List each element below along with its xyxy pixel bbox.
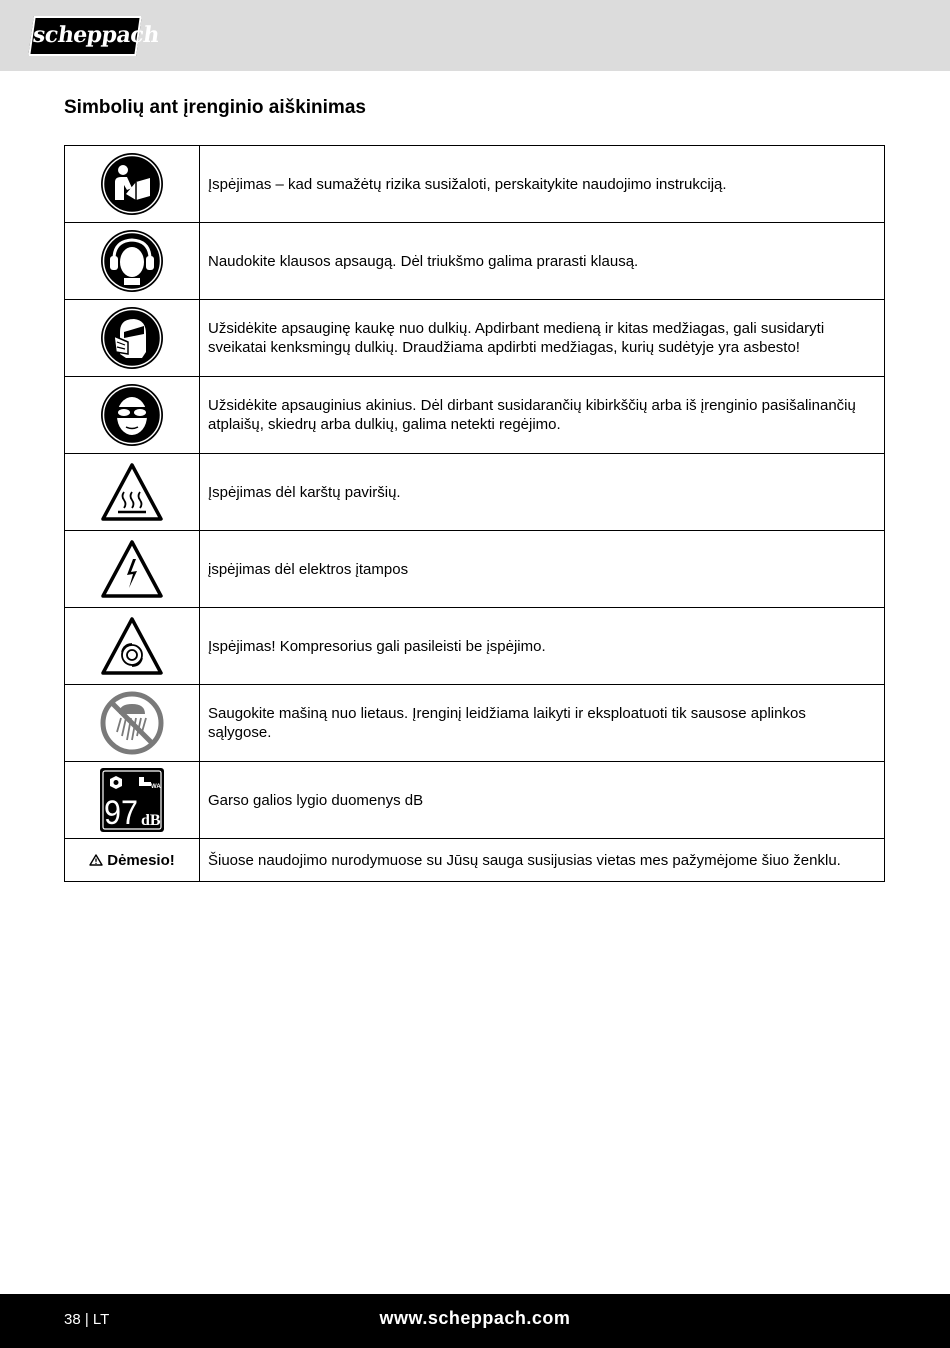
attention-text: Dėmesio! bbox=[107, 851, 175, 869]
electric-voltage-icon bbox=[100, 539, 164, 599]
table-row bbox=[65, 608, 885, 685]
page-header bbox=[0, 0, 950, 71]
symbol-cell bbox=[65, 608, 200, 685]
symbol-description: Naudokite klausos apsaugą. Dėl triukšmo galima prarasti klausą. bbox=[200, 223, 885, 300]
symbol-description: Užsidėkite apsauginę kaukę nuo dulkių. Apdirbant medieną ir kitas medžiagas, gali susidaryti sveikatai kenksmingų dulkių. Draudžiama apdirbti medžiagas, kurių sudėtyje yra asbesto! bbox=[200, 300, 885, 377]
attention-description: Šiuose naudojimo nurodymuose su Jūsų sauga susijusias vietas mes pažymėjome šiuo ženklu. bbox=[200, 839, 885, 882]
table-row bbox=[65, 300, 885, 377]
attention-cell bbox=[65, 839, 200, 882]
sound-power-icon bbox=[99, 767, 165, 833]
sound-power-value: 97 bbox=[104, 794, 138, 832]
symbol-cell bbox=[65, 454, 200, 531]
table-row bbox=[65, 531, 885, 608]
table-row bbox=[65, 146, 885, 223]
table-row bbox=[65, 685, 885, 762]
symbol-cell bbox=[65, 762, 200, 839]
page-title: Simbolių ant įrenginio aiškinimas bbox=[64, 97, 366, 118]
table-row bbox=[65, 762, 885, 839]
read-manual-icon bbox=[100, 152, 164, 216]
symbol-description: Įspėjimas dėl karštų paviršių. bbox=[200, 454, 885, 531]
symbol-description: Užsidėkite apsauginius akinius. Dėl dirbant susidarančių kibirkščių arba iš įrenginio pasišalinančių atplaišų, skiedrų arba dulkių, galima netekti regėjimo. bbox=[200, 377, 885, 454]
sound-power-unit: dB bbox=[141, 812, 161, 829]
warning-triangle-icon bbox=[89, 854, 103, 866]
safety-goggles-icon bbox=[100, 383, 164, 447]
footer-website: www.scheppach.com bbox=[379, 1308, 571, 1328]
symbol-description: Įspėjimas! Kompresorius gali pasileisti be įspėjimo. bbox=[200, 608, 885, 685]
attention-label bbox=[89, 852, 175, 869]
dust-mask-icon bbox=[100, 306, 164, 370]
hot-surface-icon bbox=[100, 462, 164, 522]
sound-power-unit-small: WA bbox=[151, 784, 161, 790]
symbol-cell bbox=[65, 146, 200, 223]
brand-logo: scheppach bbox=[28, 16, 142, 56]
attention-row bbox=[65, 839, 885, 882]
symbol-cell bbox=[65, 300, 200, 377]
symbol-cell bbox=[65, 685, 200, 762]
table-row bbox=[65, 454, 885, 531]
symbol-description: Saugokite mašiną nuo lietaus. Įrenginį leidžiama laikyti ir eksploatuoti tik sausose aplinkos sąlygose. bbox=[200, 685, 885, 762]
symbols-table bbox=[64, 145, 885, 882]
symbol-cell bbox=[65, 531, 200, 608]
table-row bbox=[65, 377, 885, 454]
page-footer bbox=[0, 1294, 950, 1348]
symbol-description: Garso galios lygio duomenys dB bbox=[200, 762, 885, 839]
symbol-cell bbox=[65, 377, 200, 454]
symbol-cell bbox=[65, 223, 200, 300]
automatic-start-icon bbox=[100, 616, 164, 676]
page-number: 38 | LT bbox=[64, 1311, 110, 1328]
symbol-description: įspėjimas dėl elektros įtampos bbox=[200, 531, 885, 608]
symbol-description: Įspėjimas – kad sumažėtų rizika susižaloti, perskaitykite naudojimo instrukciją. bbox=[200, 146, 885, 223]
ear-protection-icon bbox=[100, 229, 164, 293]
table-row bbox=[65, 223, 885, 300]
no-rain-icon bbox=[99, 690, 165, 756]
